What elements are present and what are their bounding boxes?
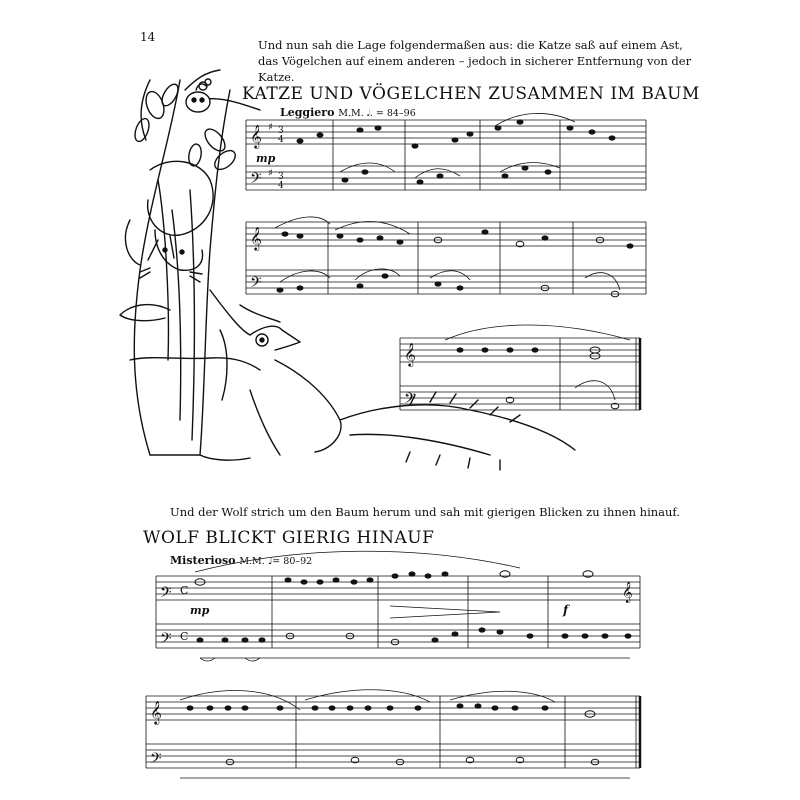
notes-system-1 bbox=[297, 119, 616, 184]
intro-line: das Vögelchen auf einem anderen – jedoch in sicherer Entfernung von der bbox=[258, 54, 692, 68]
svg-text:𝄢: 𝄢 bbox=[150, 750, 162, 771]
dynamic-f: f bbox=[563, 603, 569, 617]
svg-text:𝄞: 𝄞 bbox=[250, 226, 262, 250]
svg-text:𝄢: 𝄢 bbox=[160, 584, 172, 605]
tempo-word: Leggiero bbox=[280, 106, 335, 119]
treble-clef-icon: 𝄞 bbox=[250, 124, 262, 148]
staff-treble bbox=[246, 120, 646, 144]
metronome-mark: M.M. ♩= 80–92 bbox=[239, 556, 313, 567]
dynamic-mp: mp bbox=[256, 152, 276, 165]
svg-text:3: 3 bbox=[278, 126, 284, 136]
page-number: 14 bbox=[140, 30, 156, 44]
svg-text:C: C bbox=[180, 584, 189, 597]
svg-text:𝄞: 𝄞 bbox=[150, 700, 162, 724]
system-3 bbox=[400, 338, 640, 410]
tempo-word: Misterioso bbox=[170, 554, 236, 567]
wolf-intro-text: Und der Wolf strich um den Baum herum und sah mit gierigen Blicken zu ihnen hinauf. bbox=[170, 505, 680, 519]
metronome-mark: M.M. 𝅗𝅥. = 84–96 bbox=[338, 108, 416, 119]
svg-text:♯: ♯ bbox=[268, 168, 273, 179]
system-2 bbox=[246, 222, 646, 294]
svg-text:𝄞: 𝄞 bbox=[622, 582, 633, 603]
svg-text:4: 4 bbox=[278, 181, 284, 191]
svg-text:𝄢: 𝄢 bbox=[160, 630, 172, 651]
bass-clef-icon: 𝄢 bbox=[250, 170, 262, 191]
svg-text:C: C bbox=[180, 630, 189, 643]
piece-title-wolf: WOLF BLICKT GIERIG HINAUF bbox=[143, 528, 435, 548]
dynamic-mp: mp bbox=[190, 604, 210, 617]
svg-text:3: 3 bbox=[278, 172, 284, 182]
intro-line: Katze. bbox=[258, 70, 295, 84]
piece-title-cat-bird: KATZE UND VÖGELCHEN ZUSAMMEN IM BAUM bbox=[242, 84, 700, 104]
svg-text:4: 4 bbox=[278, 135, 284, 145]
system-1 bbox=[246, 120, 646, 190]
svg-text:𝄞: 𝄞 bbox=[404, 342, 416, 366]
svg-text:𝄢: 𝄢 bbox=[250, 274, 262, 295]
svg-text:♯: ♯ bbox=[268, 122, 273, 133]
intro-line: Und nun sah die Lage folgendermaßen aus: die Katze saß auf einem Ast, bbox=[258, 38, 683, 52]
svg-text:𝄢: 𝄢 bbox=[404, 390, 416, 411]
